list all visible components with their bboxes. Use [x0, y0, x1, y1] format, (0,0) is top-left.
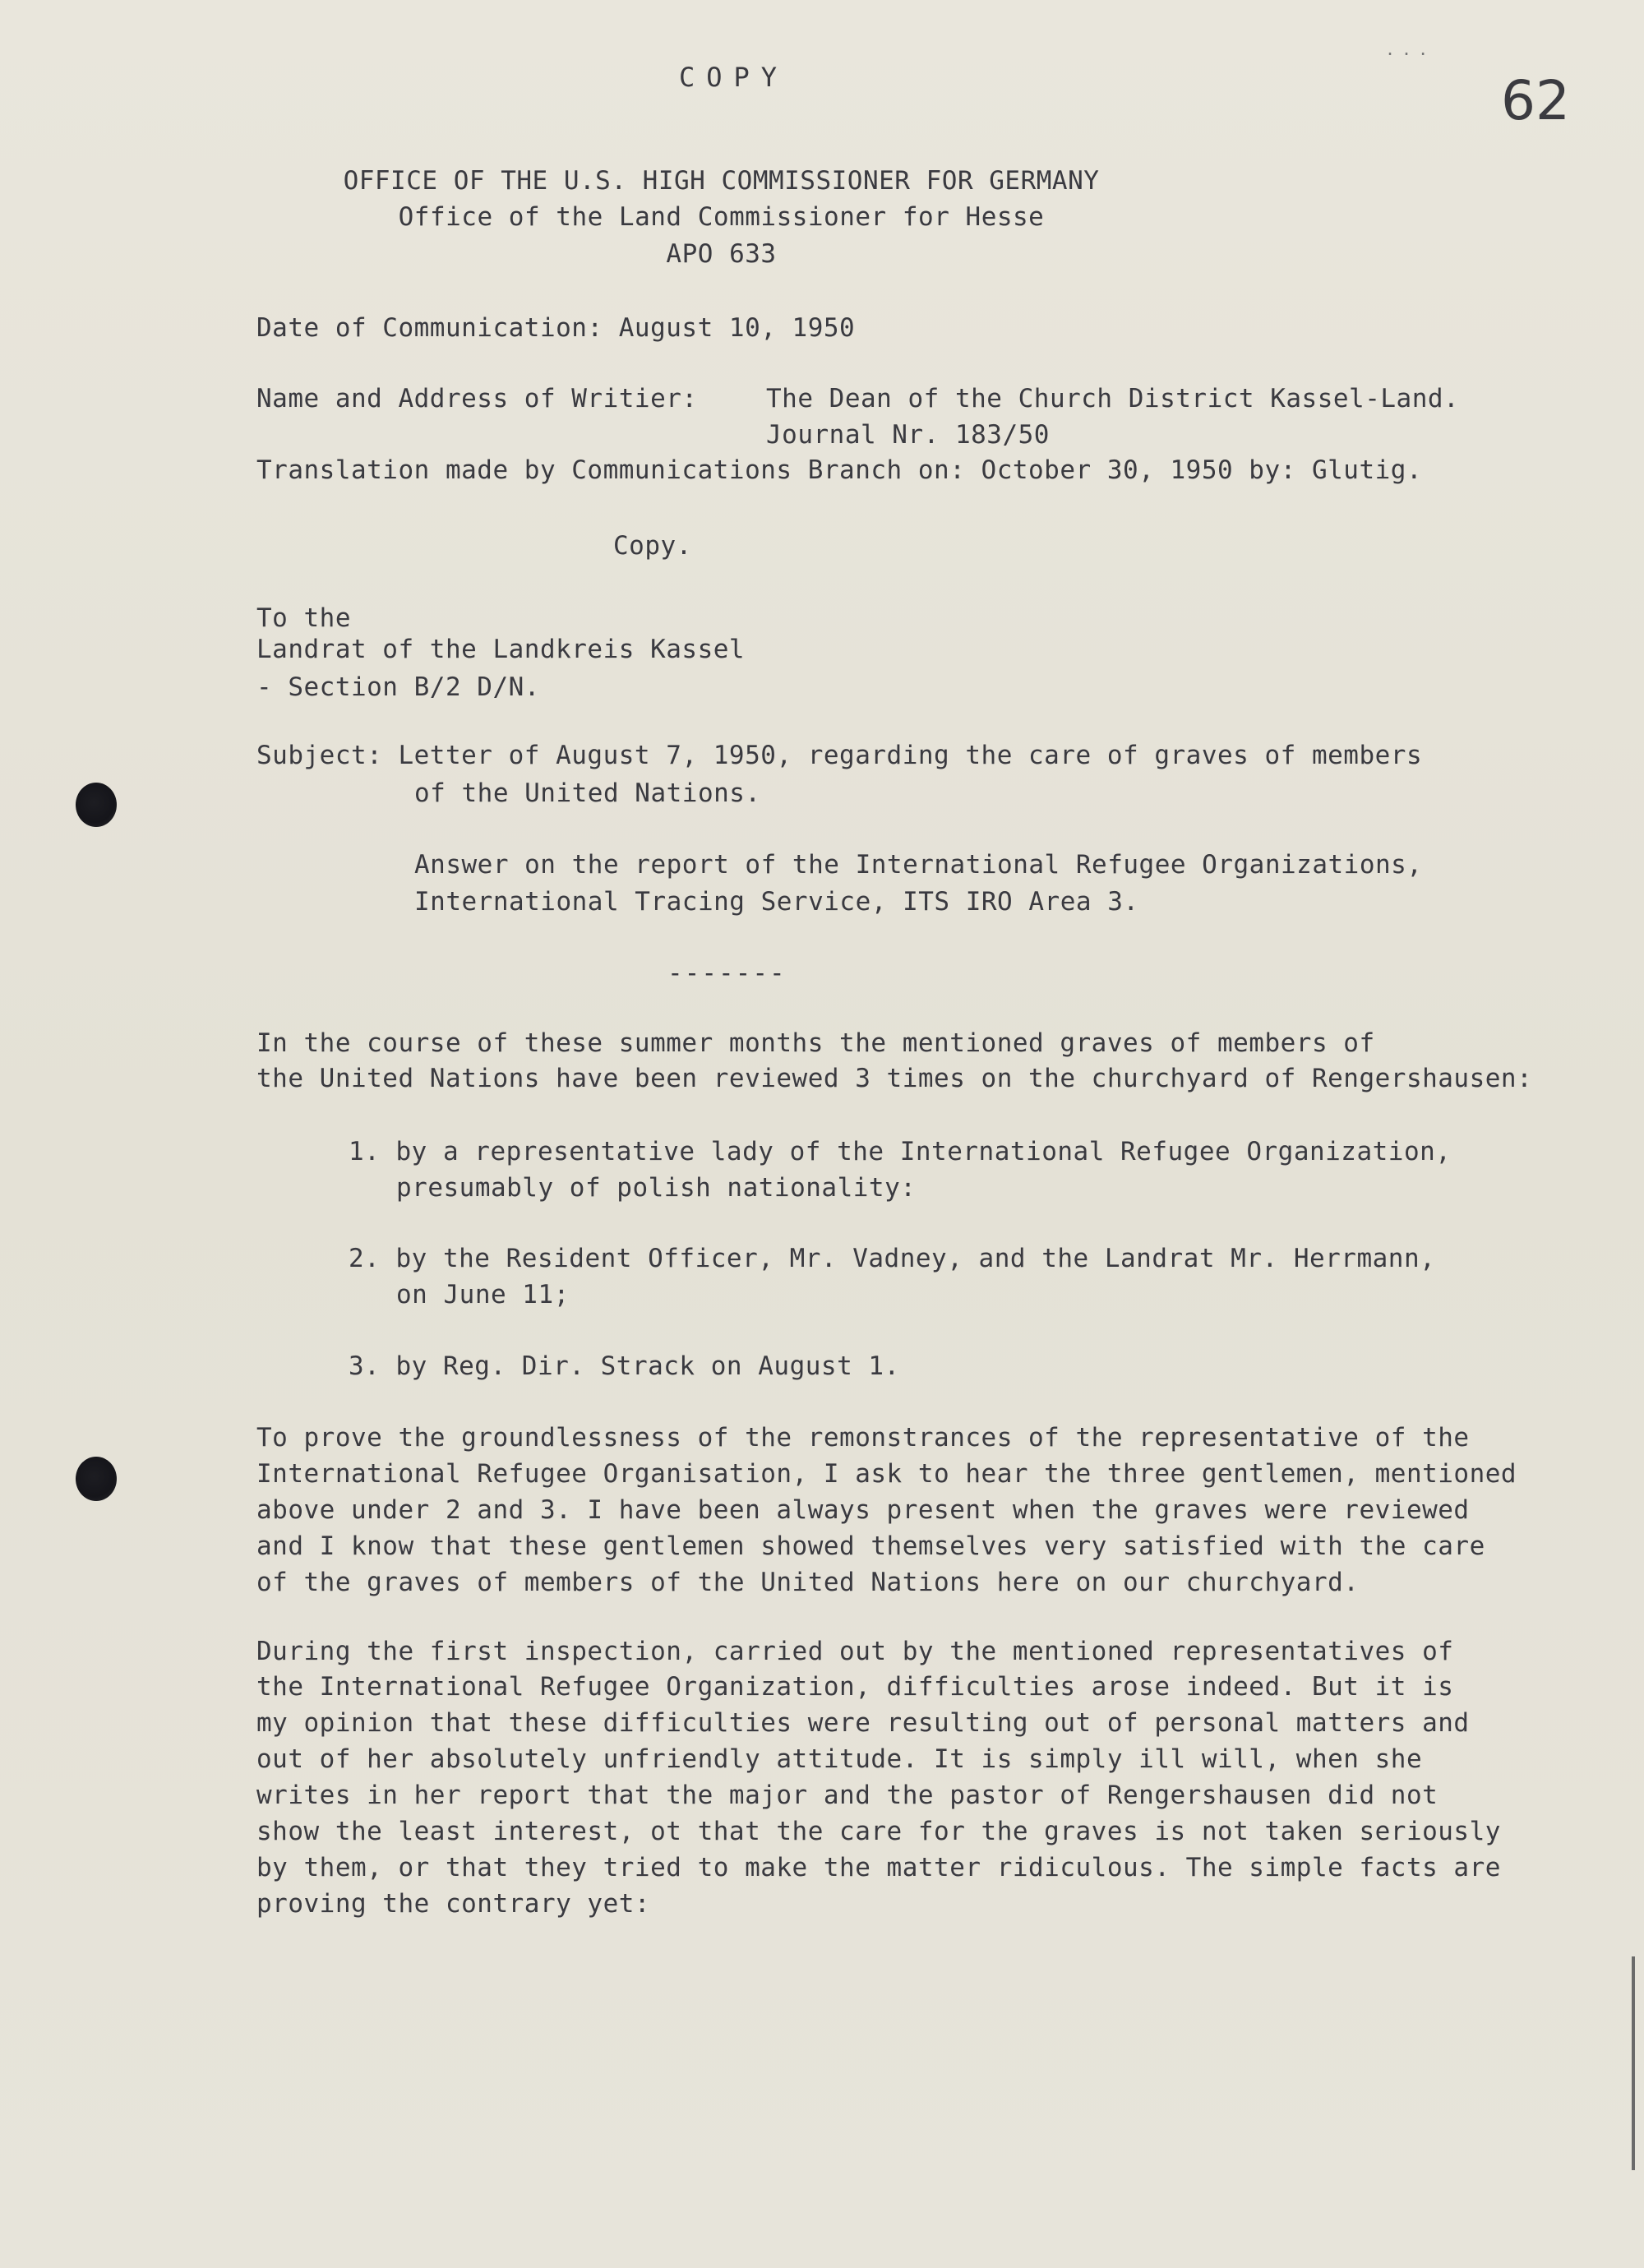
paragraph-2-line-1: To prove the groundlessness of the remonstrances of the representative of the	[256, 1423, 1470, 1453]
page-number: 62	[1501, 69, 1570, 132]
office-subheading: Office of the Land Commissioner for Hesse	[398, 202, 1045, 232]
paragraph-2-line-2: International Refugee Organisation, I ask to hear the three gentlemen, mentioned	[256, 1459, 1517, 1489]
paragraph-3-line-6: show the least interest, ot that the care for the graves is not taken seriously	[256, 1817, 1501, 1846]
paragraph-3-line-5: writes in her report that the major and the pastor of Rengershausen did not	[256, 1781, 1438, 1810]
addressee-line-3: - Section B/2 D/N.	[256, 672, 540, 702]
paragraph-3-line-3: my opinion that these difficulties were resulting out of personal matters and	[256, 1708, 1470, 1738]
paragraph-1-line-2: the United Nations have been reviewed 3 times on the churchyard of Rengershausen:	[256, 1064, 1533, 1093]
list-item-3: 3. by Reg. Dir. Strack on August 1.	[349, 1351, 900, 1381]
section-divider: -------	[667, 958, 787, 988]
punch-hole-bottom	[76, 1457, 117, 1501]
list-item-2-line-1: 2. by the Resident Officer, Mr. Vadney, and the Landrat Mr. Herrmann,	[349, 1244, 1436, 1273]
list-item-1-line-1: 1. by a representative lady of the International Refugee Organization,	[349, 1137, 1452, 1166]
paragraph-2-line-3: above under 2 and 3. I have been always present when the graves were reviewed	[256, 1495, 1470, 1525]
writer-value: The Dean of the Church District Kassel-Land.	[766, 384, 1460, 413]
corner-dots: ...	[1385, 39, 1435, 59]
addressee-line-2: Landrat of the Landkreis Kassel	[256, 635, 746, 664]
writer-label: Name and Address of Writier:	[256, 384, 698, 413]
paragraph-3-line-4: out of her absolutely unfriendly attitude. It is simply ill will, when she	[256, 1744, 1423, 1774]
date-of-communication: Date of Communication: August 10, 1950	[256, 313, 856, 343]
paragraph-2-line-5: of the graves of members of the United Nations here on our churchyard.	[256, 1568, 1360, 1597]
paragraph-2-line-4: and I know that these gentlemen showed themselves very satisfied with the care	[256, 1531, 1485, 1561]
translation-line: Translation made by Communications Branch on: October 30, 1950 by: Glutig.	[256, 455, 1423, 485]
paragraph-1-line-1: In the course of these summer months the mentioned graves of members of	[256, 1028, 1375, 1058]
subject-line-2: of the United Nations.	[414, 778, 761, 808]
list-item-2-line-2: on June 11;	[396, 1280, 570, 1310]
office-heading: OFFICE OF THE U.S. HIGH COMMISSIONER FOR GERMANY	[343, 166, 1100, 196]
answer-line-2: International Tracing Service, ITS IRO Area 3.	[414, 887, 1139, 917]
journal-number: Journal Nr. 183/50	[766, 420, 1050, 450]
margin-mark-line	[1632, 1956, 1635, 2170]
copy-mark: COPY	[679, 62, 789, 93]
paragraph-3-line-8: proving the contrary yet:	[256, 1889, 651, 1919]
punch-hole-top	[76, 783, 117, 827]
list-item-1-line-2: presumably of polish nationality:	[396, 1173, 917, 1203]
addressee-line-1: To the	[256, 603, 351, 633]
copy-label: Copy.	[613, 531, 692, 561]
paragraph-3-line-7: by them, or that they tried to make the matter ridiculous. The simple facts are	[256, 1853, 1501, 1882]
paragraph-3-line-1: During the first inspection, carried out by the mentioned representatives of	[256, 1637, 1454, 1666]
paragraph-3-line-2: the International Refugee Organization, difficulties arose indeed. But it is	[256, 1672, 1454, 1702]
subject-line-1: Subject: Letter of August 7, 1950, regarding the care of graves of members	[256, 741, 1423, 770]
answer-line-1: Answer on the report of the International Refugee Organizations,	[414, 850, 1423, 880]
apo-number: APO 633	[666, 239, 777, 269]
